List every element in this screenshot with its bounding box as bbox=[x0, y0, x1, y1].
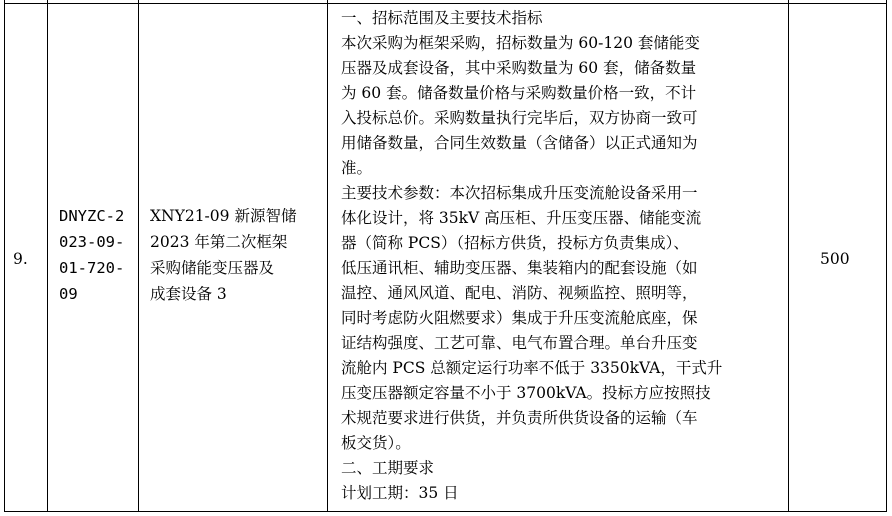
content-line-8: 主要技术参数：本次招标集成升压变流舱设备采用一 bbox=[341, 184, 698, 202]
content-line-18: 板交货）。 bbox=[341, 434, 411, 452]
content-line-11: 低压通讯柜、辅助变压器、集装箱内的配套设施（如 bbox=[341, 259, 698, 277]
project-name-line-4: 成套设备 3 bbox=[150, 285, 227, 303]
content-line-6: 用储备数量，合同生效数量（含储备）以正式通知为 bbox=[341, 134, 698, 152]
content-line-12: 温控、通风风道、配电、消防、视频监控、照明等， bbox=[341, 284, 698, 302]
column-divider-2 bbox=[138, 0, 139, 512]
project-name-line-2: 2023 年第二次框架 bbox=[150, 233, 288, 251]
content-line-15: 流舱内 PCS 总额定运行功率不低于 3350kVA，干式升 bbox=[341, 359, 723, 377]
content-line-4: 为 60 套。储备数量价格与采购数量价格一致，不计 bbox=[341, 84, 697, 102]
content-line-13: 同时考虑防火阻燃要求）集成于升压变流舱底座，保 bbox=[341, 309, 698, 327]
content-line-20: 计划工期：35 日 bbox=[341, 484, 459, 502]
table-border-right bbox=[886, 0, 887, 512]
row-index: 9. bbox=[13, 250, 28, 268]
content-line-10: 器（简称 PCS）（招标方供货，投标方负责集成）、 bbox=[341, 234, 689, 252]
content-line-14: 证结构强度、工艺可靠、电气布置合理。单台升压变 bbox=[341, 334, 698, 352]
project-code-line-3: 01-720- bbox=[59, 259, 125, 277]
content-line-3: 压器及成套设备，其中采购数量为 60 套，储备数量 bbox=[341, 59, 697, 77]
row-top-border bbox=[4, 3, 887, 4]
project-name-line-1: XNY21-09 新源智储 bbox=[150, 207, 297, 225]
amount-value: 500 bbox=[820, 250, 850, 268]
project-name-line-3: 采购储能变压器及 bbox=[150, 259, 275, 277]
table-border-left bbox=[4, 0, 5, 512]
project-code-line-1: DNYZC-2 bbox=[59, 207, 125, 225]
content-line-9: 体化设计，将 35kV 高压柜、升压变压器、储能变流 bbox=[341, 209, 702, 227]
content-line-1: 一、招标范围及主要技术指标 bbox=[341, 9, 543, 27]
column-divider-3 bbox=[327, 0, 328, 512]
content-line-16: 压变压器额定容量不小于 3700kVA。投标方应按照技 bbox=[341, 384, 711, 402]
content-line-5: 入投标总价。采购数量执行完毕后，双方协商一致可 bbox=[341, 109, 698, 127]
row-bottom-border bbox=[4, 511, 887, 512]
content-line-17: 术规范要求进行供货，并负责所供货设备的运输（车 bbox=[341, 409, 698, 427]
project-code-line-4: 09 bbox=[59, 285, 78, 303]
column-divider-4 bbox=[788, 0, 789, 512]
content-line-2: 本次采购为框架采购，招标数量为 60-120 套储能变 bbox=[341, 34, 700, 52]
column-divider-1 bbox=[47, 0, 48, 512]
project-code-line-2: 023-09- bbox=[59, 233, 125, 251]
content-line-7: 准。 bbox=[341, 159, 373, 177]
content-line-19: 二、工期要求 bbox=[341, 459, 435, 477]
